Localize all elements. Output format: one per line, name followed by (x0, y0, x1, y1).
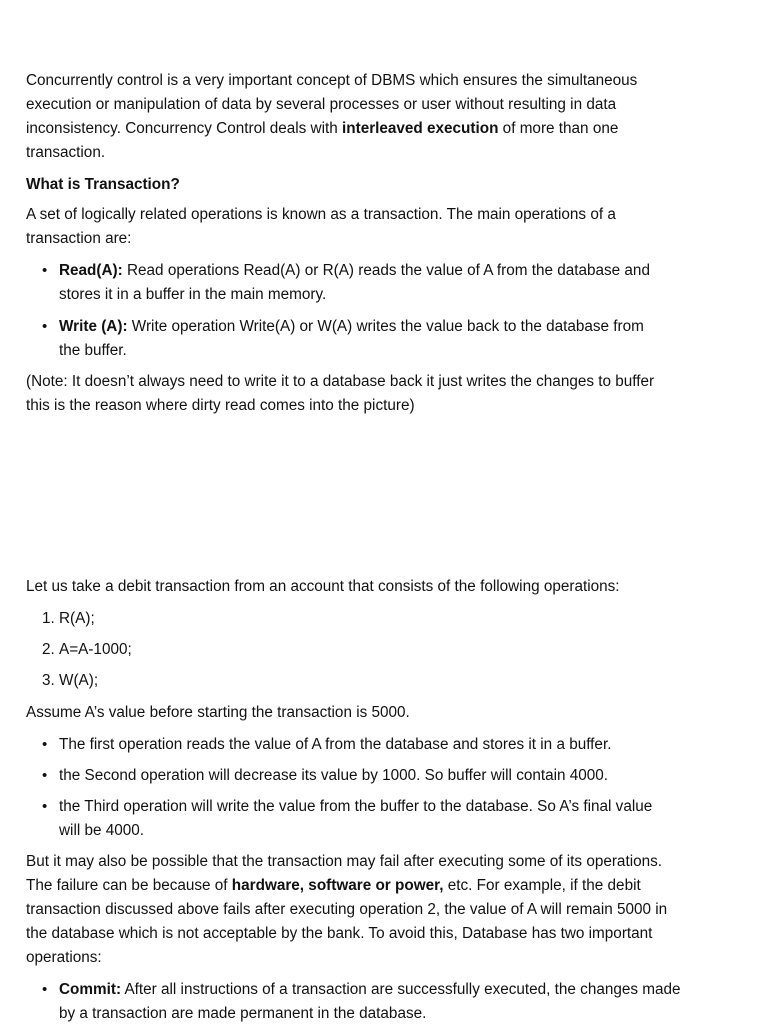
op-read-term: Read(A): (59, 262, 123, 279)
bullet-icon: • (42, 736, 48, 753)
explain-item-3-line-1: the Third operation will write the value from the buffer to the database. So A’s final value (59, 798, 653, 815)
note-line-2: this is the reason where dirty read comes into the picture) (26, 397, 415, 414)
assume-text: Assume A’s value before starting the transaction is 5000. (26, 704, 410, 721)
bullet-icon: • (42, 262, 48, 279)
intro-line-3-post: of more than one (498, 120, 619, 137)
bullet-icon: • (42, 798, 48, 815)
commit-term: Commit: (59, 981, 122, 998)
failure-line-2-post: etc. For example, if the debit (443, 877, 641, 894)
failure-line-5: operations: (26, 949, 102, 966)
op-read-line-1 (59, 259, 743, 283)
step-number: 3. (42, 672, 55, 689)
op-read-desc: Read operations Read(A) or R(A) reads the value of A from the database and (122, 262, 650, 279)
bullet-icon: • (42, 767, 48, 784)
commit-desc: After all instructions of a transaction are successfully executed, the changes made (121, 981, 681, 998)
op-write-desc: Write operation Write(A) or W(A) writes the value back to the database from (127, 318, 644, 335)
definition-line-2: transaction are: (26, 230, 132, 247)
intro-line-3 (26, 117, 738, 141)
bullet-icon: • (42, 318, 48, 335)
explain-item-3-line-2: will be 4000. (59, 822, 145, 839)
intro-line-3-bold: interleaved execution (342, 120, 499, 137)
note-line-1: (Note: It doesn’t always need to write it to a database back it just writes the changes to buffer (26, 373, 655, 390)
intro-line-3-pre: inconsistency. Concurrency Control deals with (26, 120, 342, 137)
step-text: R(A); (59, 610, 95, 627)
intro-line-4: transaction. (26, 144, 106, 161)
bullet-icon: • (42, 981, 48, 998)
op-write-term: Write (A): (59, 318, 128, 335)
commit-line-1 (59, 978, 743, 1002)
intro-line-1: Concurrently control is a very important concept of DBMS which ensures the simultaneous (26, 72, 638, 89)
debit-intro: Let us take a debit transaction from an account that consists of the following operations: (26, 578, 620, 595)
heading-transaction: What is Transaction? (26, 176, 180, 193)
op-write-line-1 (59, 315, 743, 339)
step-number: 1. (42, 610, 55, 627)
op-read-line-2: stores it in a buffer in the main memory. (59, 286, 327, 303)
failure-line-2-pre: The failure can be because of (26, 877, 232, 894)
failure-line-2 (26, 874, 738, 898)
failure-line-2-bold: hardware, software or power, (231, 877, 444, 894)
failure-line-1: But it may also be possible that the transaction may fail after executing some of its operations. (26, 853, 663, 870)
step-text: W(A); (59, 672, 99, 689)
definition-line-1: A set of logically related operations is known as a transaction. The main operations of a (26, 206, 616, 223)
op-write-line-2: the buffer. (59, 342, 127, 359)
intro-line-2: execution or manipulation of data by several processes or user without resulting in data (26, 96, 617, 113)
explain-item-2: the Second operation will decrease its value by 1000. So buffer will contain 4000. (59, 767, 609, 784)
step-text: A=A-1000; (59, 641, 132, 658)
step-number: 2. (42, 641, 55, 658)
commit-line-2: by a transaction are made permanent in the database. (59, 1005, 427, 1022)
failure-line-3: transaction discussed above fails after executing operation 2, the value of A will remain 5000 in (26, 901, 668, 918)
failure-line-4: the database which is not acceptable by the bank. To avoid this, Database has two important (26, 925, 653, 942)
explain-item-1: The first operation reads the value of A from the database and stores it in a buffer. (59, 736, 612, 753)
